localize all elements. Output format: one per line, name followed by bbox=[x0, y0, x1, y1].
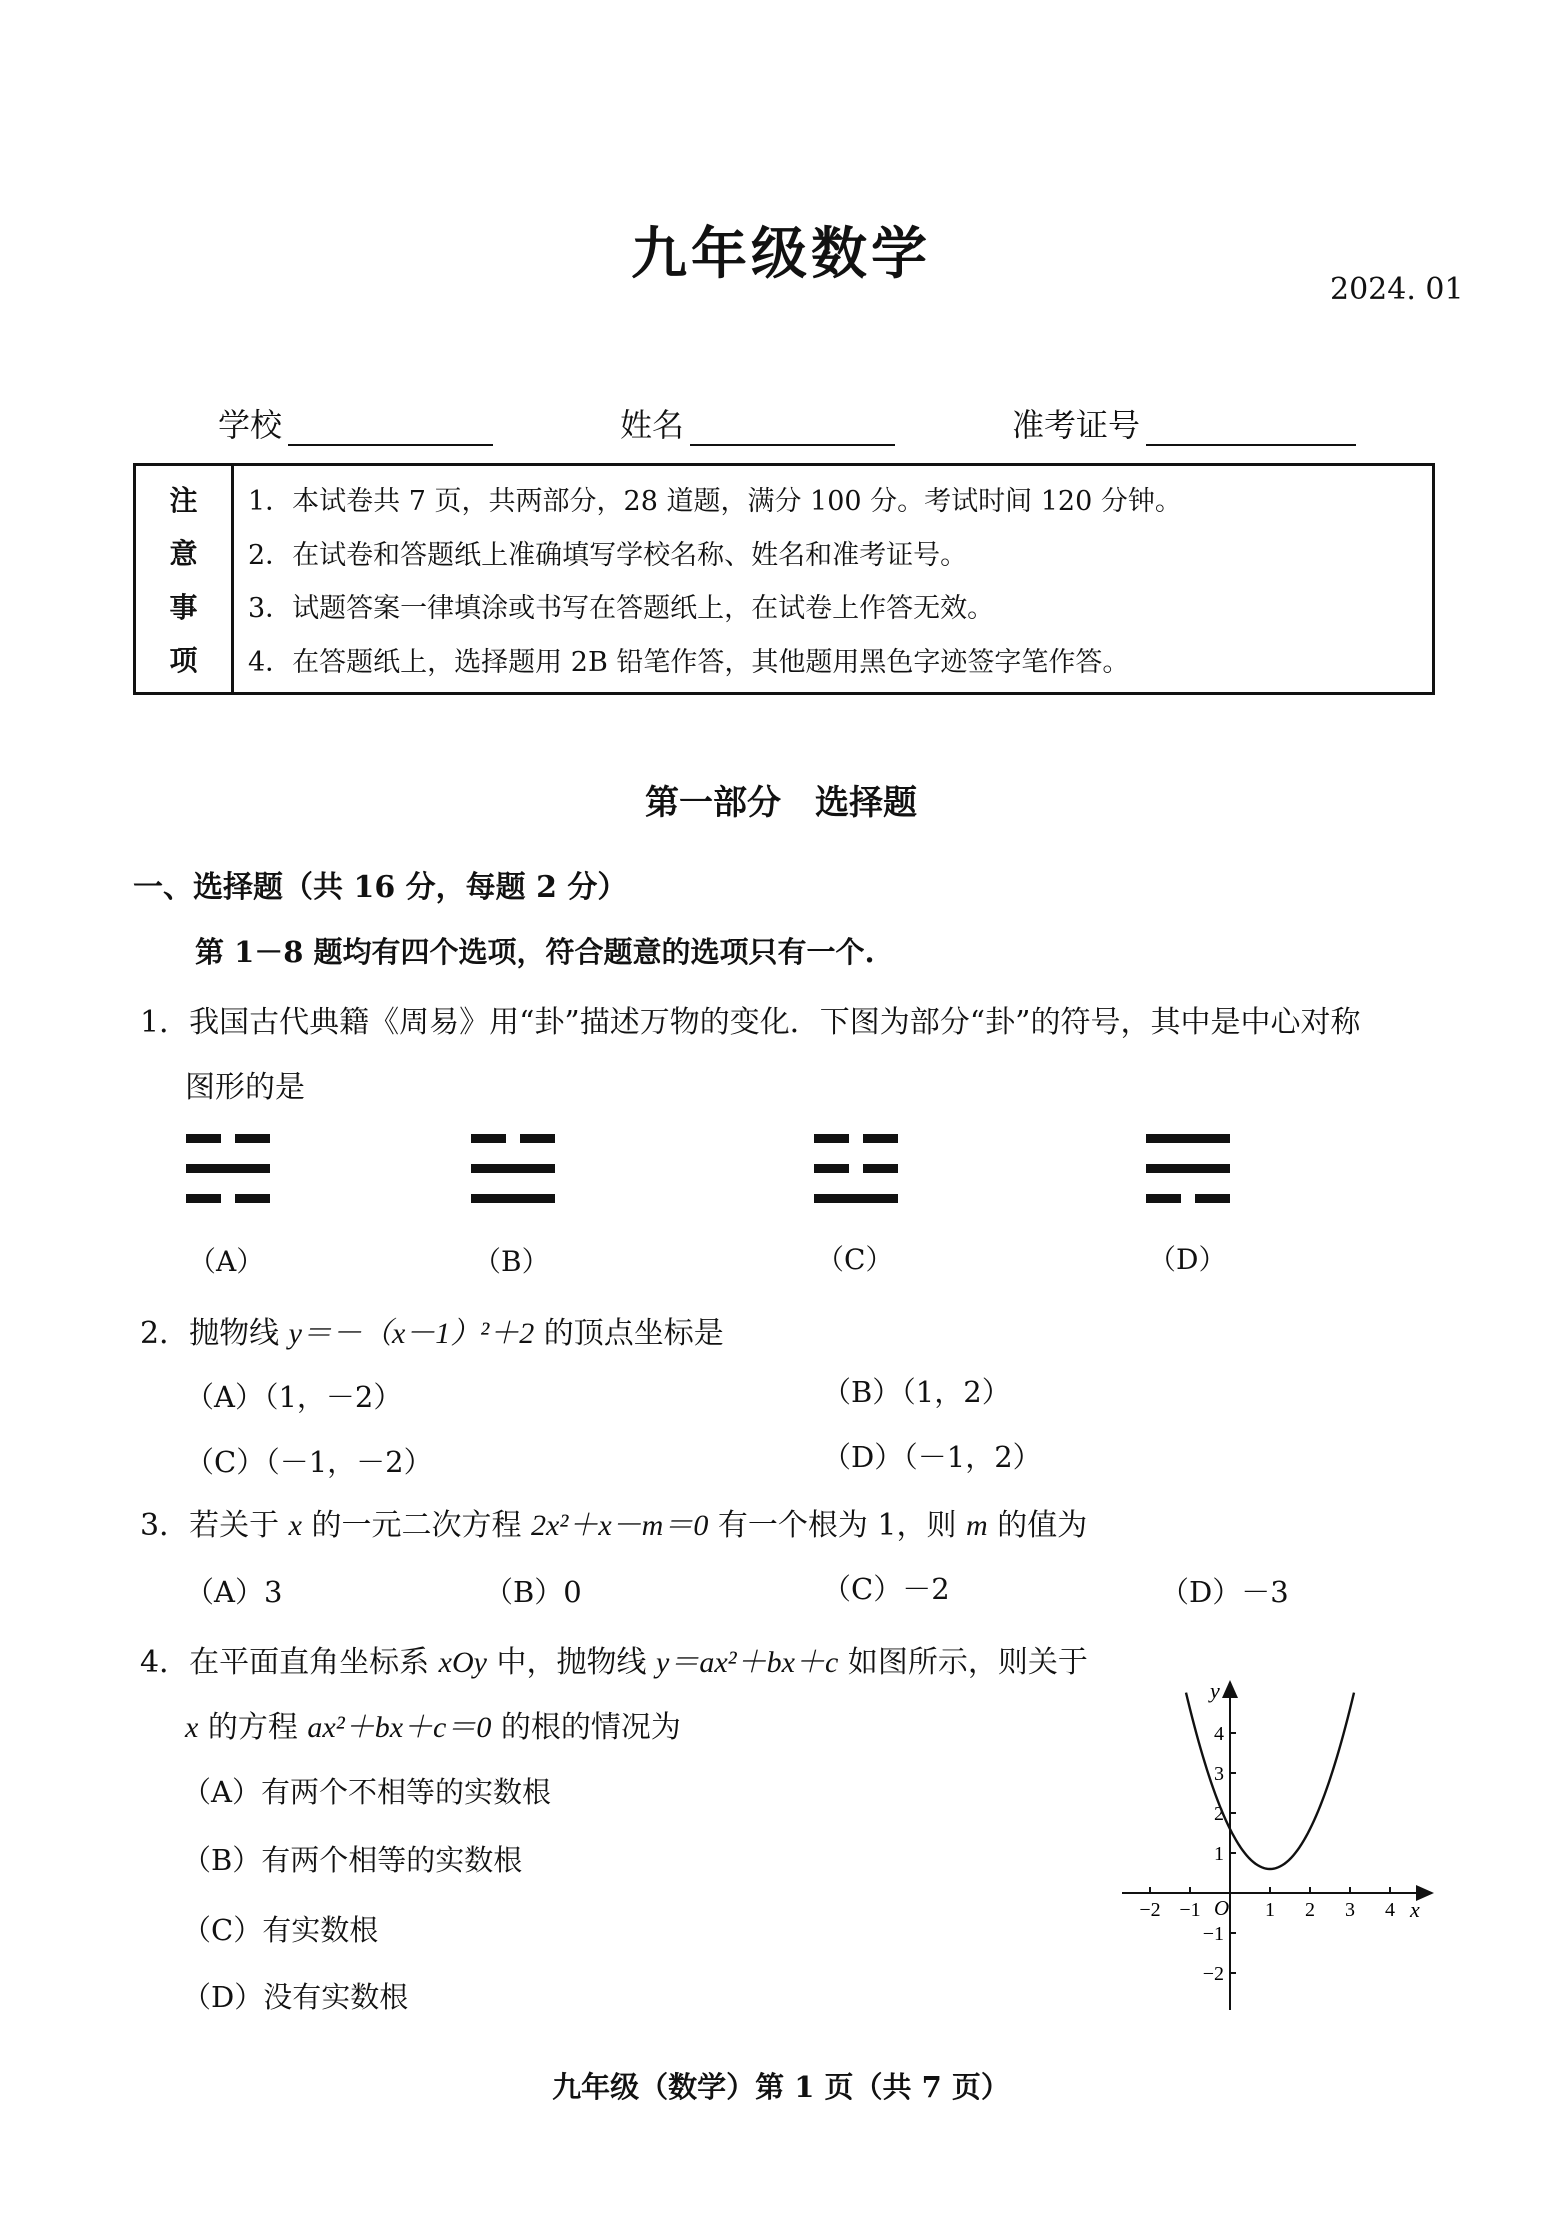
notice-side-char: 项 bbox=[169, 644, 198, 678]
notice-rows bbox=[234, 466, 1432, 692]
hexagram-broken-line bbox=[1146, 1194, 1230, 1203]
school-field[interactable] bbox=[218, 400, 493, 446]
notice-side-char: 事 bbox=[169, 590, 198, 624]
notice-side-char: 注 bbox=[169, 483, 198, 517]
question-text: 如图所示，则关于 bbox=[838, 1645, 1088, 1680]
y-tick-label: 2 bbox=[1214, 1803, 1224, 1825]
hexagram-solid-line bbox=[186, 1164, 270, 1173]
x-tick-label: 3 bbox=[1345, 1899, 1355, 1921]
hexagram-c bbox=[814, 1134, 898, 1224]
math-variable: x bbox=[288, 1509, 302, 1542]
option-d: （D）－3 bbox=[1160, 1575, 1289, 1609]
hexagram-broken-line bbox=[471, 1134, 555, 1143]
page-footer: 九年级（数学）第 1 页（共 7 页） bbox=[552, 2070, 1010, 2104]
question-number: 2． bbox=[140, 1316, 190, 1351]
notice-row: 1．本试卷共 7 页，共两部分，28 道题，满分 100 分。考试时间 120 分钟。 bbox=[248, 486, 1182, 518]
y-tick-label: 3 bbox=[1214, 1763, 1224, 1785]
exam-id-field[interactable] bbox=[1012, 400, 1356, 446]
question-text: 的顶点坐标是 bbox=[534, 1316, 724, 1351]
part-title: 第一部分 选择题 bbox=[645, 783, 917, 823]
math-variable: x bbox=[185, 1711, 199, 1744]
hexagram-broken-line bbox=[814, 1134, 898, 1143]
notice-box bbox=[133, 463, 1435, 695]
option-a: （A）有两个不相等的实数根 bbox=[182, 1775, 551, 1809]
parabola-curve bbox=[1186, 1693, 1354, 1869]
x-tick-label: −1 bbox=[1179, 1899, 1201, 1921]
axis-ticks bbox=[1139, 1723, 1395, 1985]
question-text: 的值为 bbox=[987, 1508, 1088, 1543]
hexagram-solid-line bbox=[814, 1194, 898, 1203]
math-variable: m bbox=[966, 1509, 988, 1542]
question-text: 抛物线 bbox=[189, 1316, 289, 1351]
question-text: 若关于 bbox=[189, 1508, 289, 1543]
name-field[interactable] bbox=[620, 400, 895, 446]
section-title: 一、选择题（共 16 分，每题 2 分） bbox=[133, 870, 628, 905]
hexagram-broken-line bbox=[186, 1194, 270, 1203]
question-1-line1 bbox=[140, 997, 1360, 1041]
question-number: 3． bbox=[140, 1508, 190, 1543]
y-tick-label: 1 bbox=[1214, 1843, 1224, 1865]
exam-id-line[interactable] bbox=[1146, 406, 1356, 446]
question-number: 4． bbox=[140, 1645, 190, 1680]
hexagram-solid-line bbox=[471, 1194, 555, 1203]
notice-row: 4．在答题纸上，选择题用 2B 铅笔作答，其他题用黑色字迹签字笔作答。 bbox=[248, 646, 1130, 678]
hexagram-broken-line bbox=[186, 1134, 270, 1143]
page-title: 九年级数学 bbox=[631, 221, 931, 287]
question-number: 1． bbox=[140, 1005, 190, 1040]
option-b: （B）0 bbox=[484, 1575, 582, 1609]
question-text: 有一个根为 1，则 bbox=[708, 1508, 967, 1543]
math-expression: ax²＋bx＋c＝0 bbox=[307, 1711, 492, 1744]
name-label: 姓名 bbox=[620, 406, 685, 444]
name-line[interactable] bbox=[690, 406, 895, 446]
hexagram-label-b: （B） bbox=[473, 1245, 550, 1278]
question-2 bbox=[140, 1308, 724, 1352]
question-1-line2: 图形的是 bbox=[185, 1070, 305, 1105]
hexagram-solid-line bbox=[471, 1164, 555, 1173]
hexagram-broken-line bbox=[814, 1164, 898, 1173]
option-c: （C）－2 bbox=[822, 1572, 950, 1606]
y-tick-label: −2 bbox=[1202, 1963, 1224, 1985]
y-tick-label: 4 bbox=[1214, 1723, 1224, 1745]
question-3 bbox=[140, 1500, 1087, 1544]
y-axis-label: y bbox=[1210, 1678, 1220, 1703]
hexagram-label-d: （D） bbox=[1148, 1243, 1227, 1276]
notice-row: 3．试题答案一律填涂或书写在答题纸上，在试卷上作答无效。 bbox=[248, 593, 995, 625]
hexagram-label-c: （C） bbox=[816, 1243, 894, 1276]
exam-id-label: 准考证号 bbox=[1012, 406, 1141, 444]
question-text: 在平面直角坐标系 bbox=[189, 1645, 439, 1680]
notice-row: 2．在试卷和答题纸上准确填写学校名称、姓名和准考证号。 bbox=[248, 539, 968, 571]
question-text: 的方程 bbox=[198, 1710, 308, 1745]
option-a: （A）（1，－2） bbox=[185, 1380, 403, 1414]
question-text: 中，抛物线 bbox=[486, 1645, 657, 1680]
section-instruction: 第 1－8 题均有四个选项，符合题意的选项只有一个. bbox=[195, 935, 875, 969]
option-a: （A）3 bbox=[185, 1575, 283, 1609]
hexagram-a bbox=[186, 1134, 270, 1224]
x-tick-label: −2 bbox=[1139, 1899, 1161, 1921]
option-d: （D）没有实数根 bbox=[182, 1980, 409, 2014]
parabola-graph bbox=[1110, 1670, 1440, 2020]
x-tick-label: 4 bbox=[1385, 1899, 1395, 1921]
notice-side-char: 意 bbox=[169, 537, 198, 571]
x-tick-label: 2 bbox=[1305, 1899, 1315, 1921]
math-expression: y＝－（x－1）²＋2 bbox=[288, 1317, 535, 1350]
x-tick-label: 1 bbox=[1265, 1899, 1275, 1921]
math-expression: y＝ax²＋bx＋c bbox=[656, 1646, 839, 1679]
math-expression: xOy bbox=[438, 1646, 487, 1679]
hexagram-d bbox=[1146, 1134, 1230, 1224]
school-label: 学校 bbox=[218, 406, 283, 444]
y-tick-label: −1 bbox=[1202, 1923, 1224, 1945]
origin-label: O bbox=[1214, 1896, 1230, 1920]
question-text: 的一元二次方程 bbox=[301, 1508, 532, 1543]
question-text: 的根的情况为 bbox=[491, 1710, 681, 1745]
question-text: 我国古代典籍《周易》用“卦”描述万物的变化．下图为部分“卦”的符号，其中是中心对称 bbox=[189, 1005, 1361, 1040]
question-4-line1 bbox=[140, 1637, 1088, 1681]
hexagram-solid-line bbox=[1146, 1134, 1230, 1143]
option-b: （B）（1，2） bbox=[822, 1375, 1011, 1409]
math-expression: 2x²＋x－m＝0 bbox=[531, 1509, 709, 1542]
option-d: （D）（－1，2） bbox=[822, 1440, 1042, 1474]
option-b: （B）有两个相等的实数根 bbox=[182, 1843, 523, 1877]
option-c: （C）（－1，－2） bbox=[185, 1445, 433, 1479]
school-line[interactable] bbox=[288, 406, 493, 446]
hexagram-label-a: （A） bbox=[188, 1245, 265, 1278]
question-4-line2 bbox=[185, 1702, 681, 1746]
exam-date: 2024. 01 bbox=[1330, 272, 1464, 307]
notice-side bbox=[136, 466, 234, 692]
x-axis-label: x bbox=[1410, 1897, 1420, 1922]
option-c: （C）有实数根 bbox=[182, 1913, 379, 1947]
hexagram-solid-line bbox=[1146, 1164, 1230, 1173]
hexagram-b bbox=[471, 1134, 555, 1224]
